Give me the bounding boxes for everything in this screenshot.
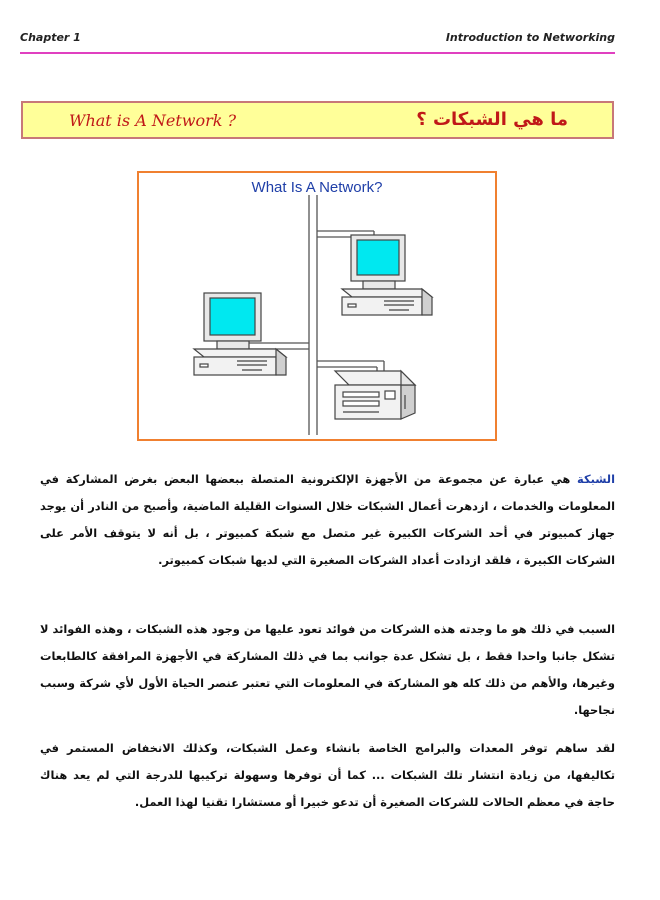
computer-icon (342, 235, 432, 315)
figure-title: What Is A Network? (251, 179, 383, 196)
title-english: What is A Network ? (69, 111, 237, 130)
keyword-network: الشبكة (577, 472, 615, 486)
network-illustration (139, 173, 495, 439)
page-header (20, 28, 615, 54)
paragraph-definition (40, 466, 615, 574)
section-label: Introduction to Networking (445, 31, 615, 44)
paragraph-spread: لقد ساهم توفر المعدات والبرامج الخاصة بانشاء وعمل الشبكات، وكذلك الانخفاض المستمر في تكاليفها، من زيادة انتشار تلك الشبكات ... كما أن توفرها وسهولة تركيبها للدرجة التي لم يعد هناك حاجة في معظم الحالات للشركات الصغيرة أن تدعو خبيرا أو مستشارا تقنيا لهذا العمل. (40, 741, 615, 809)
chapter-label: Chapter 1 (20, 31, 81, 44)
network-figure (137, 171, 497, 441)
computer-icon (194, 293, 286, 375)
server-icon (335, 371, 415, 419)
paragraph-definition-text: هي عبارة عن مجموعة من الأجهزة الإلكترونية المتصلة ببعضها البعض بغرض المشاركة في المعلومات والخدمات ، ازدهرت أعمال الشبكات خلال السنوات القليلة الماضية، وأصبح من النادر أن يوجد جهاز كمبيوتر في أحد الشركات الكبيرة غير متصل مع شبكة كمبيوتر ، بل أنه لا يتوقف الأمر على الشركات الكبيرة ، فلقد ازدادت أعداد الشركات الصغيرة التي لديها شبكات كمبيوتر. (40, 472, 615, 567)
section-title-bar (21, 101, 614, 139)
paragraph-benefits: السبب في ذلك هو ما وجدته هذه الشركات من فوائد تعود عليها من وجود هذه الشبكات ، وهذه الفوائد لا تشكل جانبا واحدا فقط ، بل تشكل عدة جوانب بما في ذلك المشاركة في الأجهزة المرافقة كالطابعات وغيرها، والأهم من ذلك كله هو المشاركة في المعلومات التي تعتبر عنصر الحياة الأول لأي شركة وسبب نجاحها. (40, 622, 615, 717)
title-arabic: ما هي الشبكات ؟ (416, 109, 568, 130)
